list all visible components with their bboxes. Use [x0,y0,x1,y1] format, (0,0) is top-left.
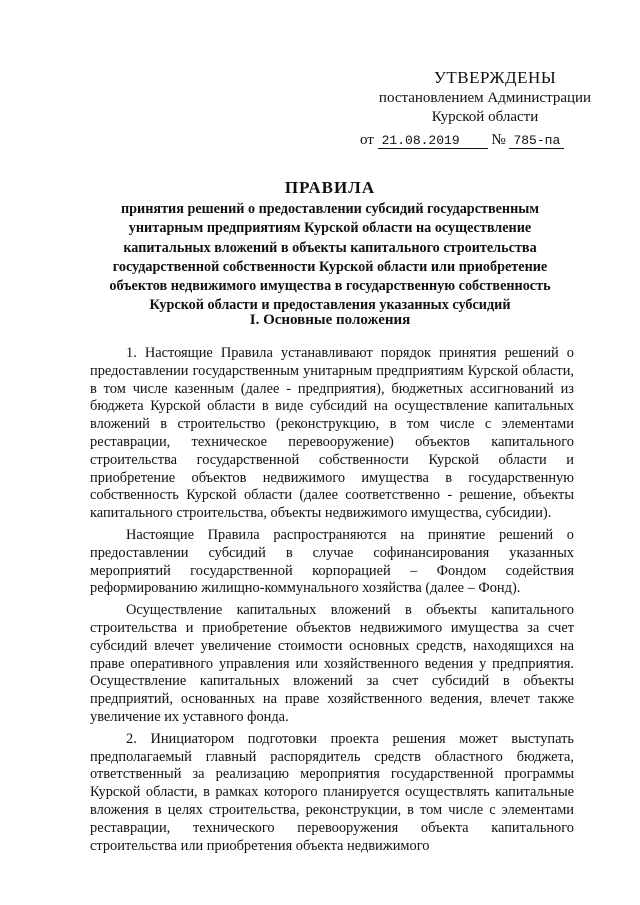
approved-label: УТВЕРЖДЕНЫ [433,68,557,87]
number-label: № [491,132,506,148]
document-subtitle-line: унитарным предприятиям Курской области на осуществление [128,220,532,237]
decree-date: 21.08.2019 [378,133,488,149]
paragraph: 2. Инициатором подготовки проекта решения может выступать предполагаемый главный распорядитель средств областного бюджета, ответственный за реализацию мероприятия государственной программы Курской области, в рамках которого планируется осуществлять капитальные вложения в целях строительства, реконструкции, в том числе с элементами реставрации, технического перевооружения объекта капитального строительства или приобретения объекта недвижимого [90,730,574,854]
approved-by-line: постановлением Администрации [378,90,592,106]
document-subtitle-line: Курской области и предоставления указанных субсидий [149,297,511,314]
document-body [90,345,574,859]
region-line: Курской области [431,109,539,125]
document-title-block [80,178,580,316]
decree-reference [360,131,610,150]
decree-number: 785-па [509,133,564,149]
document-subtitle-line: объектов недвижимого имущества в государственную собственность [109,278,551,295]
approval-stamp [360,68,610,150]
paragraph: Настоящие Правила распространяются на принятие решений о предоставлении субсидий в случае софинансирования указанных мероприятий государственной корпорацией – Фондом содействия реформированию жилищно-коммунального хозяйства (далее – Фонд). [90,526,574,597]
document-subtitle-line: государственной собственности Курской области или приобретение [112,258,548,275]
document-subtitle-line: принятия решений о предоставлении субсидий государственным [120,201,540,217]
paragraph: 1. Настоящие Правила устанавливают порядок принятия решений о предоставлении государственным унитарным предприятиям Курской области, в том числе казенным (далее - предприятия), бюджетных ассигнований из бюджета Курской области в виде субсидий на осуществление капитальных вложений в строительство (реконструкцию, в том числе с элементами реставрации, техническое перевооружение) объектов капитального строительства государственной собственности Курской области и приобретение объектов недвижимого имущества в государственную собственность Курской области (далее соответственно - решение, объекты капитального строительства, объекты недвижимого имущества, субсидии). [90,345,574,522]
from-label: от [360,132,374,148]
document-title: ПРАВИЛА [284,178,376,197]
document-subtitle-line: капитальных вложений в объекты капитального строительства [123,239,537,256]
section-heading: I. Основные положения [249,312,411,328]
paragraph: Осуществление капитальных вложений в объекты капитального строительства и приобретение объектов недвижимого имущества за счет субсидий влечет увеличение стоимости основных средств, находящихся на праве оперативного управления или хозяйственного ведения у предприятия. Осуществление капитальных вложений за счет субсидий в объекты предприятий, основанных на праве хозяйственного ведения, влечет также увеличение их уставного фонда. [90,602,574,725]
